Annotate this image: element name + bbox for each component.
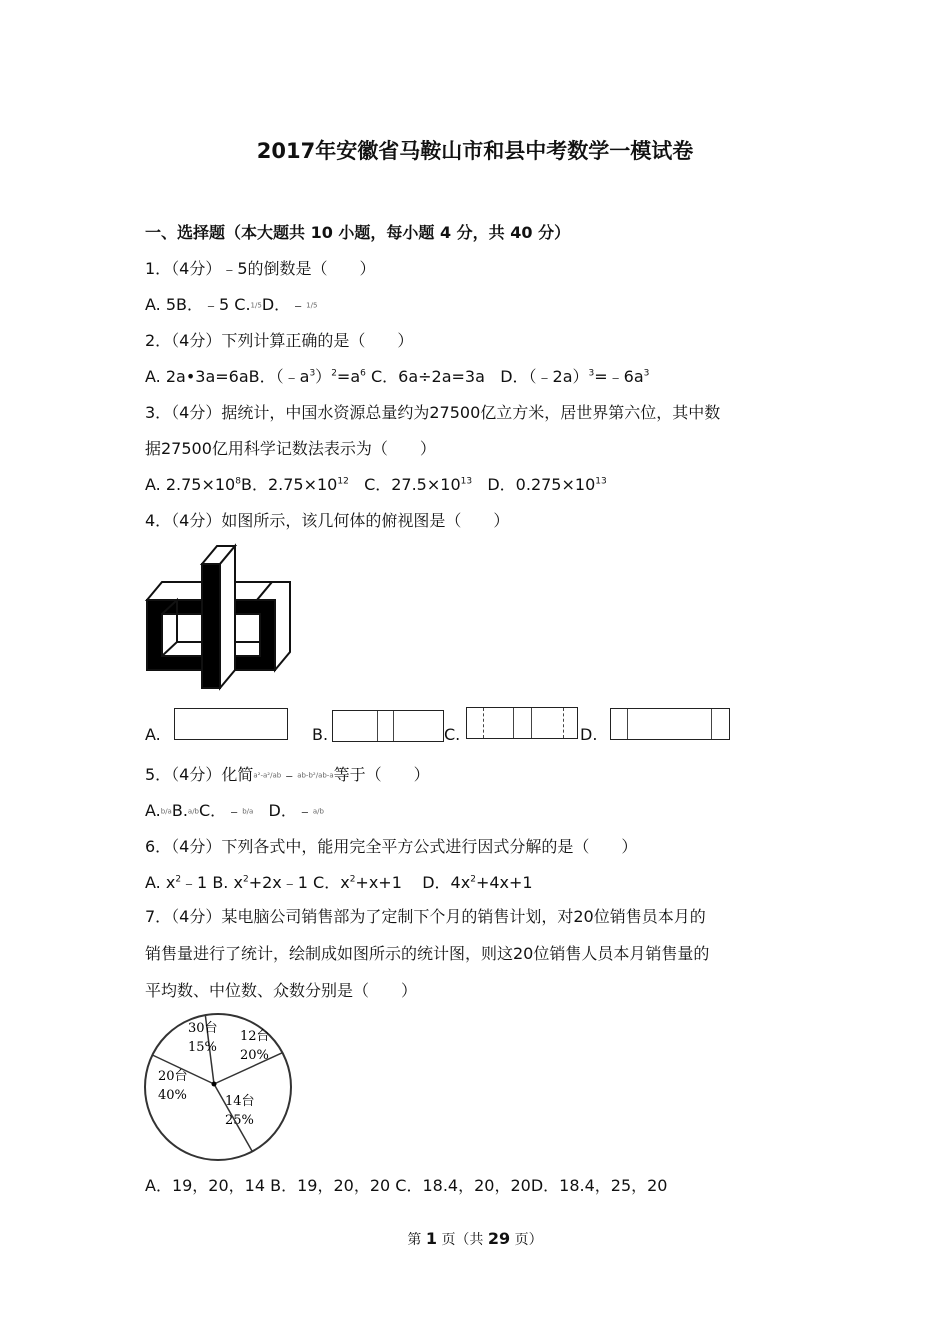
page-footer: 第 1 页（共 29 页） (407, 1229, 543, 1248)
section-heading: 一、选择题（本大题共 10 小题，每小题 4 分，共 40 分） (145, 223, 571, 242)
option-d: D．$(﹣2a)^3=﹣6a^3$ (500, 367, 650, 386)
question-7-options (145, 1175, 667, 1197)
option-c: C．﹣ (199, 801, 243, 820)
pie-slice-percent: 40% (158, 1088, 187, 1103)
option-b: B. (171, 801, 188, 820)
option-a: A. 2a•3a=6a (145, 367, 249, 386)
pie-center (212, 1082, 217, 1087)
pie-slice-label: 14台 (225, 1094, 255, 1109)
option-b: B．19，20，20 (270, 1176, 391, 1195)
option-b: B．$2.75\times 10^{12}$ (240, 475, 349, 494)
option-a: A. $x^2﹣1$ (145, 873, 208, 892)
option-a-figure (174, 708, 288, 740)
question-3-line-1: 3．（4分）据统计，中国水资源总量约为27500亿立方米，居世界第六位，其中数 (145, 403, 721, 422)
question-2-options (145, 366, 649, 388)
fraction: a/b (312, 807, 324, 816)
option-a-label: A. (145, 725, 161, 744)
question-3-line-2: 据27500亿用科学记数法表示为（ ） (145, 439, 436, 458)
question-1: 1．（4分）﹣5的倒数是（ ） (145, 259, 376, 278)
question-2: 2．（4分）下列计算正确的是（ ） (145, 331, 414, 350)
question-4: 4．（4分）如图所示，该几何体的俯视图是（ ） (145, 511, 510, 530)
option-c: C．6a÷2a=3a (370, 367, 485, 386)
option-b: B．$(﹣a^3)^2=a^6$ (248, 367, 366, 386)
question-1-options (145, 294, 317, 317)
option-c: C. (234, 295, 251, 314)
pie-slice-label: 30台 (188, 1021, 218, 1036)
fraction: b/a (242, 807, 254, 816)
pie-slice-percent: 20% (240, 1048, 269, 1063)
question-5-options (145, 800, 324, 823)
question-6: 6．（4分）下列各式中，能用完全平方公式进行因式分解的是（ ） (145, 837, 638, 856)
option-b-figure (332, 710, 444, 742)
fraction: b/a (160, 807, 172, 816)
dashed-line (483, 708, 484, 738)
option-a: A. 5 (145, 295, 177, 314)
question-6-options (145, 872, 533, 894)
option-d: D．18.4，25，20 (530, 1176, 668, 1195)
dashed-line (563, 708, 564, 738)
fraction: 1/5 (306, 301, 318, 310)
option-c-label: C. (444, 725, 461, 744)
fraction: a²-a²/ab (253, 771, 282, 780)
option-d: D．﹣ (268, 801, 313, 820)
page-title: 2017年安徽省马鞍山市和县中考数学一模试卷 (256, 139, 694, 163)
divider-line (393, 711, 394, 741)
fraction: a/b (187, 807, 199, 816)
divider-line (531, 708, 532, 738)
option-c-figure (466, 707, 578, 739)
solid-figure (140, 542, 300, 692)
pie-slice-label: 20台 (158, 1069, 188, 1084)
option-d: D．﹣ (261, 295, 307, 314)
fraction: 1/5 (250, 301, 262, 310)
question-3-options (145, 474, 607, 496)
option-a: A. (145, 801, 161, 820)
option-d-label: D. (580, 725, 598, 744)
option-d: D．$4x^2+4x+1$ (422, 873, 533, 892)
option-c: C．$x^2+x+1$ (313, 873, 402, 892)
divider-line (627, 709, 628, 739)
option-d: D．$0.275\times 10^{13}$ (487, 475, 607, 494)
question-5: 5．（4分）化简a²-a²/ab﹣ab-b²/ab-a等于（ ） (145, 765, 430, 784)
pie-slice-percent: 25% (225, 1113, 254, 1128)
option-c: C．$27.5\times 10^{13}$ (364, 475, 473, 494)
option-b: B. $x^2+2x﹣1$ (212, 873, 308, 892)
pie-slice-percent: 15% (188, 1040, 217, 1055)
question-7-line-2: 销售量进行了统计，绘制成如图所示的统计图，则这20位销售人员本月销售量的 (145, 944, 710, 963)
option-b: B．﹣5 (176, 295, 230, 314)
option-a: A. $2.75\times 10^8$ (145, 475, 241, 494)
option-a: A．19，20，14 (145, 1176, 266, 1195)
divider-line (377, 711, 378, 741)
option-c: C．18.4，20，20 (395, 1176, 531, 1195)
divider-line (711, 709, 712, 739)
pie-slice-label: 12台 (240, 1029, 270, 1044)
option-d-figure (610, 708, 730, 740)
fraction: ab-b²/ab-a (297, 771, 334, 780)
divider-line (513, 708, 514, 738)
pie-chart (140, 1010, 296, 1164)
option-b-label: B. (312, 725, 329, 744)
question-7-line-1: 7．（4分）某电脑公司销售部为了定制下个月的销售计划，对20位销售员本月的 (145, 907, 706, 926)
question-7-line-3: 平均数、中位数、众数分别是（ ） (145, 981, 418, 1000)
